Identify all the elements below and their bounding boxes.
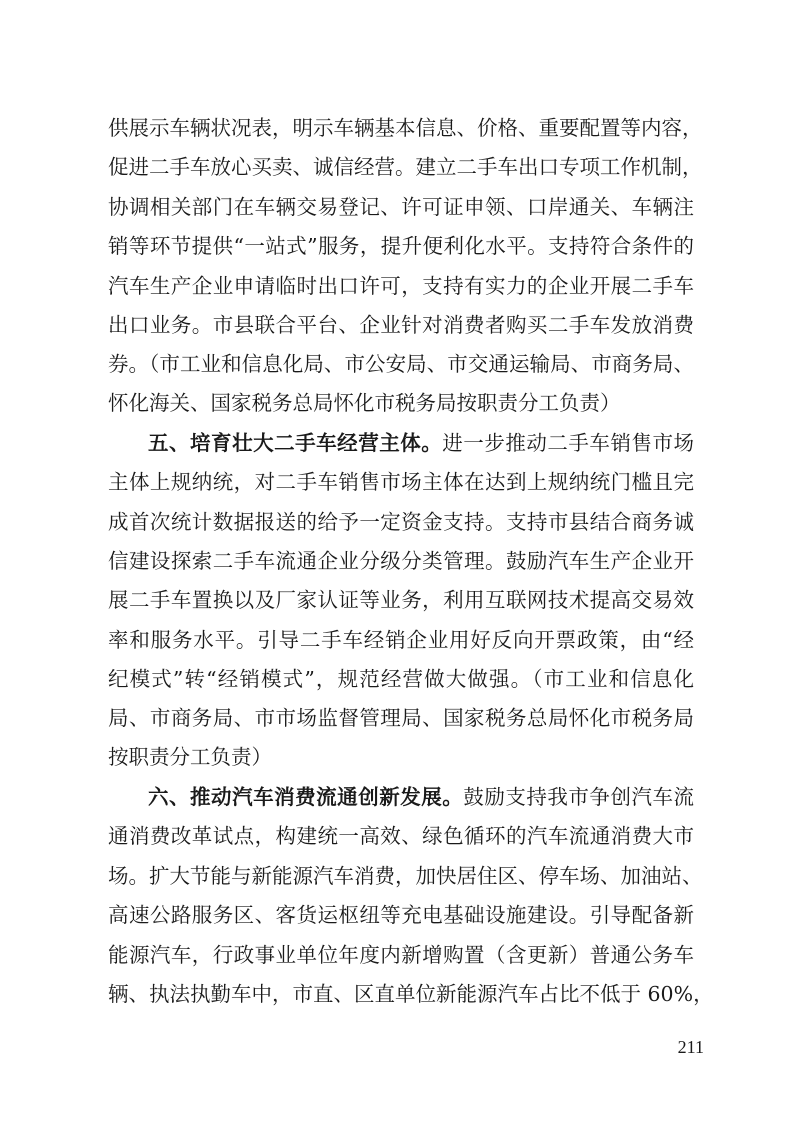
section-heading: 五、培育壮大二手车经营主体。 (148, 431, 443, 455)
body-text-line: 汽车生产企业申请临时出口许可，支持有实力的企业开展二手车 (108, 274, 694, 298)
body-text-line: 销等环节提供“一站式”服务，提升便利化水平。支持符合条件的 (108, 234, 694, 258)
body-text-line: 促进二手车放心买卖、诚信经营。建立二手车出口专项工作机制， (108, 155, 703, 179)
body-text-line: 高速公路服务区、客货运枢纽等充电基础设施建设。引导配备新 (108, 903, 694, 927)
section-heading: 六、推动汽车消费流通创新发展。 (148, 785, 464, 809)
body-text-line: 供展示车辆状况表，明示车辆基本信息、价格、重要配置等内容， (108, 116, 703, 140)
body-text-line: 通消费改革试点，构建统一高效、绿色循环的汽车流通消费大市 (108, 824, 694, 848)
section-heading-line (148, 428, 694, 458)
body-text: 进一步推动二手车销售市场 (442, 431, 695, 455)
body-text-line: 辆、执法执勤车中，市直、区直单位新能源汽车占比不低于 60%， (108, 982, 714, 1006)
body-text-line: 成首次统计数据报送的给予一定资金支持。支持市县结合商务诚 (108, 510, 694, 534)
body-text-line: 出口业务。市县联合平台、企业针对消费者购买二手车发放消费 (108, 313, 694, 337)
body-text-line: 场。扩大节能与新能源汽车消费，加快居住区、停车场、加油站、 (108, 864, 703, 888)
body-text-line: 展二手车置换以及厂家认证等业务，利用互联网技术提高交易效 (108, 588, 694, 612)
body-text-line: 信建设探索二手车流通企业分级分类管理。鼓励汽车生产企业开 (108, 549, 694, 573)
body-text-line: 纪模式”转“经销模式”，规范经营做大做强。（市工业和信息化 (108, 667, 694, 691)
body-text-line: 券。（市工业和信息化局、市公安局、市交通运输局、市商务局、 (108, 352, 694, 376)
body-text: 鼓励支持我市争创汽车流 (463, 785, 695, 809)
body-text-line: 怀化海关、国家税务总局怀化市税务局按职责分工负责） (108, 391, 621, 415)
body-text-line: 协调相关部门在车辆交易登记、许可证申领、口岸通关、车辆注 (108, 195, 694, 219)
page-number: 211 (677, 1037, 704, 1057)
section-heading-line (148, 782, 694, 812)
body-text-line: 局、市商务局、市市场监督管理局、国家税务总局怀化市税务局 (108, 706, 694, 730)
body-text-line: 主体上规纳统，对二手车销售市场主体在达到上规纳统门槛且完 (108, 470, 694, 494)
body-text-line: 率和服务水平。引导二手车经销企业用好反向开票政策，由“经 (108, 628, 694, 652)
body-text-line: 能源汽车，行政事业单位年度内新增购置（含更新）普通公务车 (108, 943, 694, 967)
body-text-line: 按职责分工负责） (108, 745, 272, 769)
